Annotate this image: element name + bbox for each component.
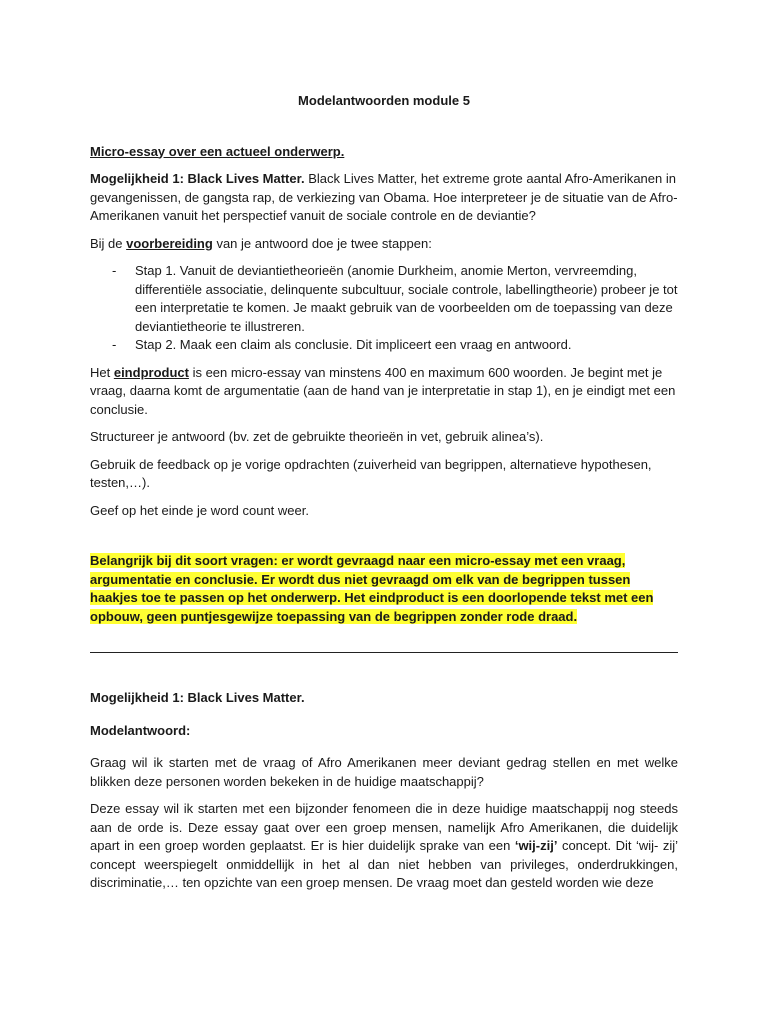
structure-paragraph: Structureer je antwoord (bv. zet de gebruikte theorieën in vet, gebruik alinea’s).: [90, 429, 544, 444]
steps-list: [90, 262, 678, 355]
answer-p2-part2: concept. Dit ‘wij- zij’ concept weerspiegelt onmiddellijk in het al dan niet hebben van privileges, onderdrukkingen, discriminatie,… ten opzichte van een groep mensen. De vraag moet dan gesteld worden wie deze: [90, 838, 679, 890]
option-label: Mogelijkheid 1: Black Lives Matter.: [90, 171, 305, 186]
option-text: Black Lives Matter, het extreme grote aantal Afro-Amerikanen in gevangenissen, de gangsta rap, de verkiezing van Obama. Hoe interpreteer je de situatie van de Afro-Amerikanen vanuit het perspectief vanuit de sociale controle en de deviantie?: [90, 171, 678, 223]
model-answer-label: Modelantwoord:: [90, 722, 191, 738]
list-item: [90, 336, 678, 355]
document-title: Modelantwoorden module 5: [298, 93, 470, 108]
option-paragraph: [90, 170, 678, 226]
dash-bullet: -: [112, 263, 117, 278]
dash-bullet: -: [112, 337, 117, 352]
answer-paragraph-1: Graag wil ik starten met de vraag of Afro Amerikanen meer deviant gedrag stellen en met welke blikken deze personen worden bekeken in de huidige maatschappij?: [90, 755, 678, 789]
answer-p2-part1: Deze essay wil ik starten met een bijzonder fenomeen die in deze huidige maatschappij nog steeds aan de orde is. Deze essay gaat over een groep mensen, namelijk Afro Amerikanen, die duidelijk apart in een groep worden geplaatst. Er is hier duidelijk sprake van een: [90, 801, 678, 853]
option-label-2: Mogelijkheid 1: Black Lives Matter.: [90, 690, 305, 705]
end-suffix: is een micro-essay van minstens 400 en maximum 600 woorden. Je begint met je vraag, daarna komt de argumentatie (aan de hand van je interpretatie in stap 1), en je eindigt met een conclusie.: [90, 364, 676, 417]
feedback-paragraph: Gebruik de feedback op je vorige opdrachten (zuiverheid van begrippen, alternatieve hypothesen, testen,…).: [90, 456, 652, 490]
model-answer-heading: [90, 722, 678, 741]
important-note-text: Belangrijk bij dit soort vragen: er wordt gevraagd naar een micro-essay met een vraag, argumentatie en conclusie. Er wordt dus niet gevraagd om elk van de begrippen tussen haakjes toe te passen op het onderwerp. Het eindproduct is een doorlopende tekst met een opbouw, geen puntjesgewijze toepassing van de begrippen zonder rode draad.: [90, 553, 654, 624]
prep-keyword: voorbereiding: [126, 235, 213, 251]
answer-p2-bold: ‘wij-zij’: [514, 838, 558, 853]
horizontal-divider: [90, 652, 678, 653]
end-keyword: eindproduct: [113, 364, 189, 380]
step-text: Stap 2. Maak een claim als conclusie. Dit impliceert een vraag en antwoord.: [135, 337, 572, 352]
prep-prefix: Bij de: [90, 235, 127, 251]
list-item: [90, 262, 678, 336]
section-heading-text: Micro-essay over een actueel onderwerp.: [90, 143, 345, 159]
step-text: Stap 1. Vanuit de deviantietheorieën (anomie Durkheim, anomie Merton, vervreemding, differentiële associatie, delinquente subcultuur, sociale controle, labellingtheorie) probeer je tot een interpretatie te komen. Je maakt gebruik van de voorbeelden om de toepassing van deze deviantietheorie te illustreren.: [135, 263, 678, 334]
prep-suffix: van je antwoord doe je twee stappen:: [212, 235, 432, 251]
answer-paragraph-2: [90, 800, 678, 893]
end-prefix: Het: [90, 364, 114, 380]
wordcount-paragraph: Geef op het einde je word count weer.: [90, 502, 309, 518]
important-note: [90, 552, 678, 626]
option-heading-2: [90, 689, 678, 708]
preparation-paragraph: [90, 235, 678, 254]
endproduct-paragraph: [90, 364, 678, 420]
section-heading: [90, 143, 678, 162]
